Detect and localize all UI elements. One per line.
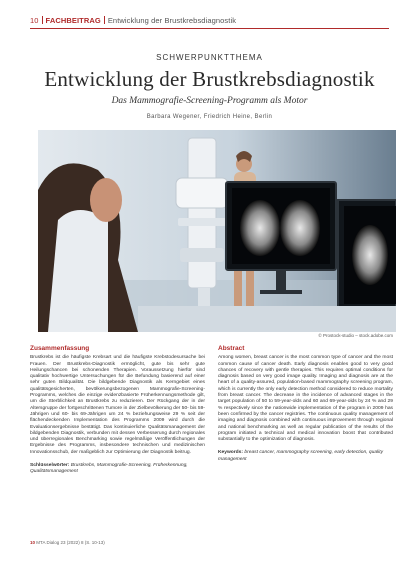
footer-page-number: 10 (30, 540, 36, 545)
zusammenfassung-column (30, 346, 205, 476)
keywords-en-label: Keywords: (218, 450, 244, 456)
mammography-scene-illustration (38, 130, 396, 332)
header-divider (42, 16, 43, 24)
keywords-en-list: breast cancer, mammography screening, early detection, quality management (218, 450, 384, 462)
page-footer (30, 540, 105, 545)
header-divider (104, 16, 105, 24)
header-rule (30, 28, 389, 29)
keywords-de (30, 463, 205, 476)
footer-citation: MTA Dialog 23 (2022) 8 (S. 10-13) (36, 540, 105, 545)
header-topic: Entwicklung der Brustkrebsdiagnostik (107, 16, 237, 25)
section-label: FACHBEITRAG (45, 16, 101, 25)
abstract-column (218, 346, 393, 463)
kicker: SCHWERPUNKTTHEMA (156, 53, 263, 62)
abstract-heading: Abstract (218, 345, 245, 352)
keywords-de-list: Brustkrebs, Mammografie-Screening, Früherkennung, Qualitätsmanagement (30, 463, 188, 475)
article-subtitle: Das Mammografie-Screening-Programm als Motor (111, 96, 308, 106)
page-number: 10 (30, 16, 39, 25)
running-header (30, 16, 236, 25)
zusammenfassung-heading: Zusammenfassung (30, 345, 90, 352)
abstract-paragraph: Among women, breast cancer is the most common type of cancer and the most common cause of cancer death. Early diagnosis enables good to very good chances of recovery with gentle therapies. This requires optimal conditions for diagnosis based on very good image quality. Imaging and diagnosis are at the heart of a quality-assured, population-based mammography screening program, which is currently the only early detection method considered to reduce mortality from breast cancer. The decrease in the incidence of advanced stages in the target population of 50 to 59-year-olds and 60 and 69-year-olds by 24 % and 29 % respectively since the nationwide implementation of the program in 2009 has been confirmed by the cancer registries. The continuous quality management of imaging and diagnosis combined with continuous improvement through regional and national benchmarking as well as regular publication of the results of the program initiated a technical and medical innovation boost that contributed substantially to the optimization of diagnosis. (218, 355, 393, 443)
keywords-en (218, 450, 393, 463)
zusammenfassung-paragraph: Brustkrebs ist die häufigste Krebsart und die häufigste Krebstodesursache bei Frauen. Der Brustkrebs-Diagnostik ermöglicht, gute bis sehr gute Heilungschancen bei schonenden Therapien. Voraussetzung hierfür sind qualitativ hochwertige Untersuchungen für die Befundung basierend auf einer sehr guten Bildqualität. Die bildgebende Diagnostik als Kerngebiet eines qualitätsgesicherten, bevölkerungsbezogenen Mammografie-Screening-Programms, welches die einzige evidenzbasierte Früherkennungsmethode gilt, um die Sterblichkeit an Brustkrebs zu reduzieren. Der Rückgang der in der Altersgruppe der fortgeschrittenen Tumore in der Zielbevölkerung der 50- bis 59-Jährigen und 60- bis 69-Jährigen um 24 % beziehungsweise 29 % seit der flächendeckenden Implementation des Programms 2009 wird durch die Evaluationsergebnisse bestätigt. Das kontinuierliche Qualitätsmanagement der bildgebenden Diagnostik, verbunden mit dessen Verbesserung durch regionales und überregionales Benchmarking sowie regelmäßige Veröffentlichungen der Ergebnisse des Programms, insbesondere technischen und medizinischen Innovationsschub, der maßgeblich zur Optimierung der Diagnostik beitrug. (30, 355, 205, 455)
article-photo (38, 130, 396, 332)
authors: Barbara Wegener, Friedrich Heine, Berlin (146, 114, 273, 120)
article-title: Entwicklung der Brustkrebsdiagnostik (44, 67, 375, 91)
keywords-de-label: Schlüsselwörter: (30, 463, 70, 469)
photo-credit: © Prostock-studio – stock.adobe.com (318, 333, 393, 338)
